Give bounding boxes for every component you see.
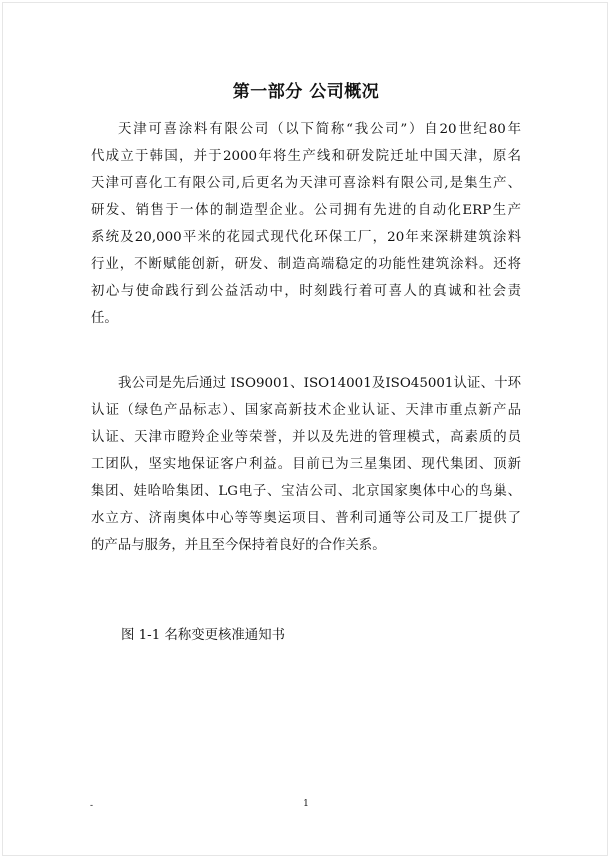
paragraph-line: 集团、娃哈哈集团、LG电子、宝洁公司、北京国家奥体中心的鸟巢、 xyxy=(91,484,521,499)
section-title: 第一部分 公司概况 xyxy=(232,82,380,102)
paragraph-company-overview xyxy=(91,116,521,332)
paragraph-line: 天津可喜涂料有限公司（以下简称“我公司”）自20世纪80年 xyxy=(118,122,521,137)
paragraph-line: 代成立于韩国，并于2000年将生产线和研发院迁址中国天津，原名 xyxy=(91,149,521,164)
paragraph-line: 我公司是先后通过 ISO9001、ISO14001及ISO45001认证、十环 xyxy=(118,376,521,391)
paragraph-line: 认证、天津市瞪羚企业等荣誉，并以及先进的管理模式，高素质的员 xyxy=(91,430,521,445)
paragraph-line: 系统及20,000平米的花园式现代化环保工厂，20年来深耕建筑涂料 xyxy=(91,230,521,245)
paragraph-line: 天津可喜化工有限公司,后更名为天津可喜涂料有限公司,是集生产、 xyxy=(91,176,521,191)
paragraph-line: 初心与使命践行到公益活动中，时刻践行着可喜人的真诚和社会责 xyxy=(91,284,521,299)
paragraph-line: 的产品与服务，并且至今保持着良好的合作关系。 xyxy=(91,538,386,553)
paragraph-line: 任。 xyxy=(91,311,118,326)
figure-caption: 图 1-1 名称变更核准通知书 xyxy=(121,628,285,643)
paragraph-line: 行业，不断赋能创新，研发、制造高端稳定的功能性建筑涂料。还将 xyxy=(91,257,521,272)
paragraph-line: 研发、销售于一体的制造型企业。公司拥有先进的自动化ERP生产 xyxy=(91,203,521,218)
paragraph-certifications xyxy=(91,370,521,559)
page-number: 1 xyxy=(303,799,309,809)
paragraph-line: 认证（绿色产品标志）、国家高新技术企业认证、天津市重点新产品 xyxy=(91,403,521,418)
paragraph-line: 水立方、济南奥体中心等等奥运项目、普利司通等公司及工厂提供了 xyxy=(91,511,521,526)
footer-mark: - xyxy=(90,801,94,811)
paragraph-line: 工团队，坚实地保证客户利益。目前已为三星集团、现代集团、顶新 xyxy=(91,457,521,472)
